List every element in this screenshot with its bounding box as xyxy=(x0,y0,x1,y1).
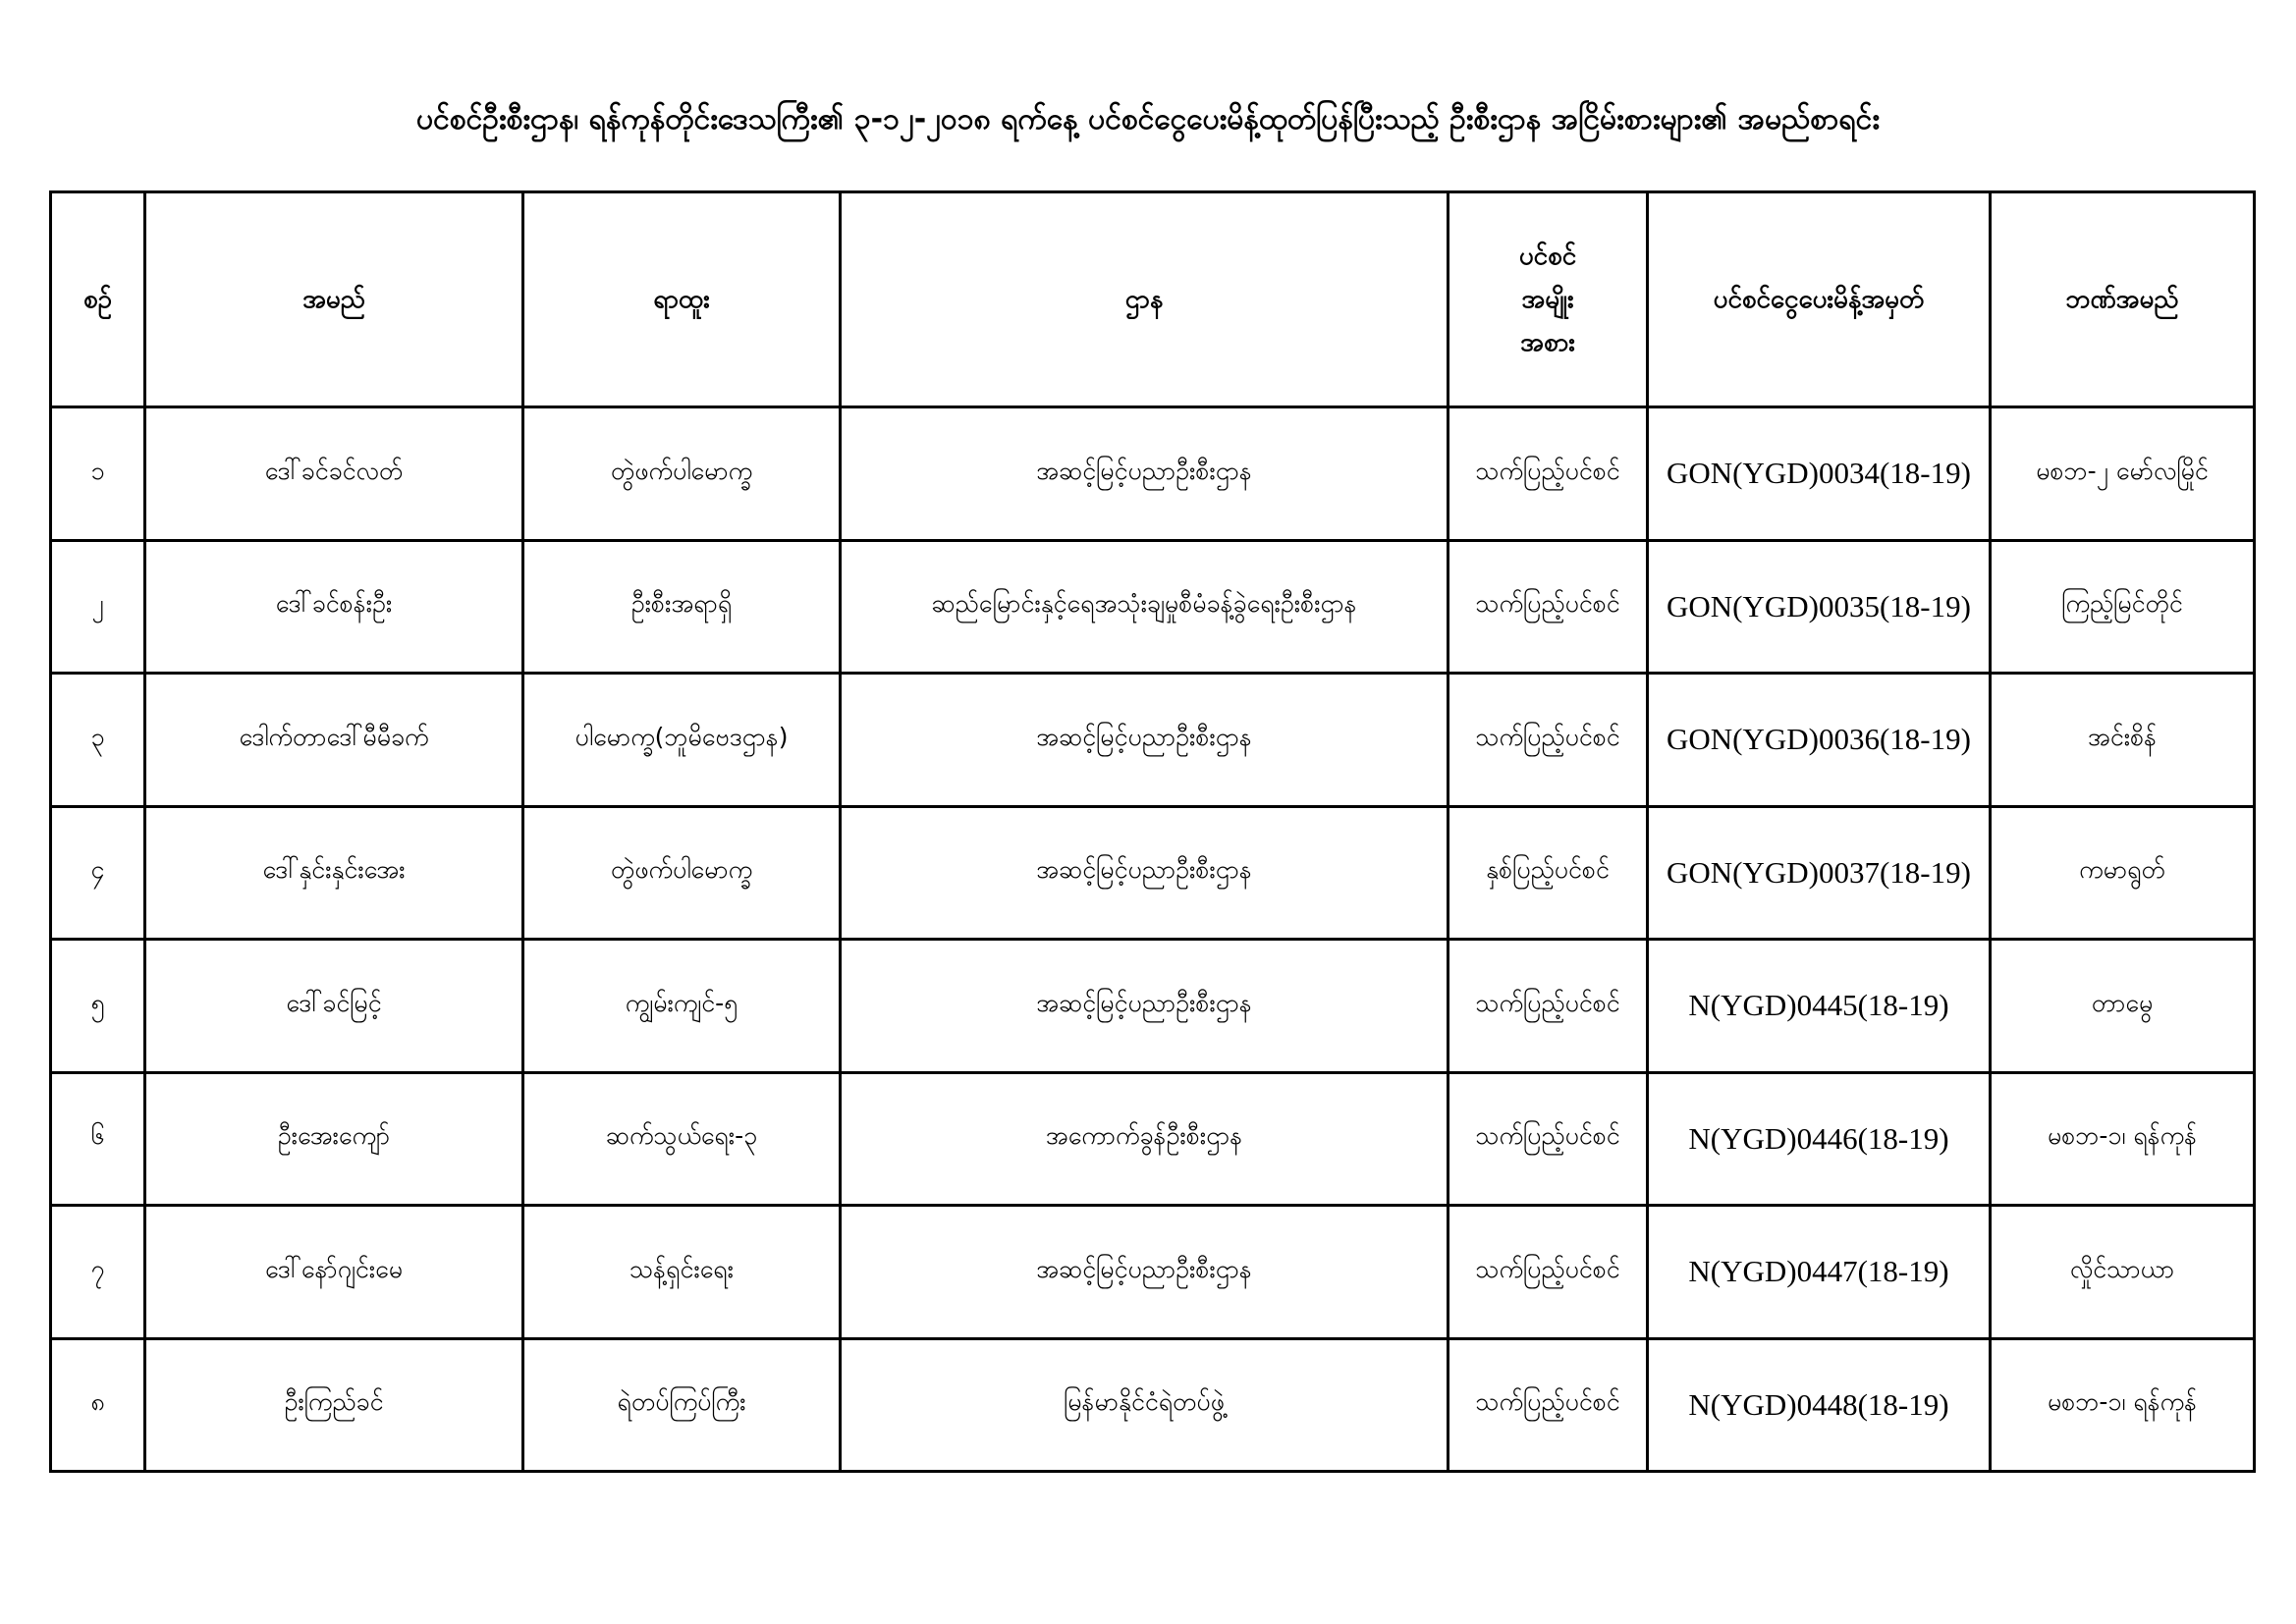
header-pension-type xyxy=(1449,192,1648,407)
cell-bank: လှိုင်သာယာ xyxy=(1991,1206,2255,1339)
cell-permit: GON(YGD)0037(18-19) xyxy=(1648,806,1991,940)
cell-no: ၁ xyxy=(51,407,145,541)
cell-permit: GON(YGD)0034(18-19) xyxy=(1648,407,1991,541)
header-pension-type-line: အစား xyxy=(1520,328,1575,357)
cell-pension-type: သက်ပြည့်ပင်စင် xyxy=(1449,674,1648,807)
cell-name: ဒေါ်ခင်မြင့် xyxy=(145,940,523,1073)
cell-department: အကောက်ခွန်ဦးစီးဌာန xyxy=(841,1072,1449,1206)
cell-bank: ကြည့်မြင်တိုင် xyxy=(1991,540,2255,674)
header-permit: ပင်စင်ငွေပေးမိန့်အမှတ် xyxy=(1648,192,1991,407)
table-header-row xyxy=(51,192,2255,407)
header-no: စဉ် xyxy=(51,192,145,407)
cell-name: ဒေါ်နှင်းနှင်းအေး xyxy=(145,806,523,940)
cell-department: မြန်မာနိုင်ငံရဲတပ်ဖွဲ့ xyxy=(841,1338,1449,1472)
page-title: ပင်စင်ဦးစီးဌာန၊ ရန်ကုန်တိုင်းဒေသကြီး၏ ၃-၁၂-၂၀၁၈ ရက်နေ့ ပင်စင်ငွေပေးမိန့်ထုတ်ပြန်ပြီးသည့် ဦးစီးဌာန အငြိမ်းစားများ၏ အမည်စာရင်း xyxy=(416,102,1880,136)
cell-permit: GON(YGD)0036(18-19) xyxy=(1648,674,1991,807)
cell-permit: N(YGD)0448(18-19) xyxy=(1648,1338,1991,1472)
cell-department: အဆင့်မြင့်ပညာဦးစီးဌာန xyxy=(841,407,1449,541)
header-pension-type-line: ပင်စင် xyxy=(1518,242,1577,271)
cell-rank: သန့်ရှင်းရေး xyxy=(523,1206,841,1339)
cell-no: ၅ xyxy=(51,940,145,1073)
cell-department: အဆင့်မြင့်ပညာဦးစီးဌာန xyxy=(841,940,1449,1073)
table-row xyxy=(51,1338,2255,1472)
cell-rank: တွဲဖက်ပါမောက္ခ xyxy=(523,407,841,541)
table-row xyxy=(51,540,2255,674)
cell-pension-type: သက်ပြည့်ပင်စင် xyxy=(1449,407,1648,541)
cell-bank: မစဘ-၁၊ ရန်ကုန် xyxy=(1991,1338,2255,1472)
cell-name: ဒေါ်ခင်ခင်လတ် xyxy=(145,407,523,541)
cell-no: ၈ xyxy=(51,1338,145,1472)
cell-department: ဆည်မြောင်းနှင့်ရေအသုံးချမှုစီမံခန့်ခွဲရေးဦးစီးဌာန xyxy=(841,540,1449,674)
cell-no: ၂ xyxy=(51,540,145,674)
cell-no: ၆ xyxy=(51,1072,145,1206)
cell-rank: တွဲဖက်ပါမောက္ခ xyxy=(523,806,841,940)
cell-no: ၇ xyxy=(51,1206,145,1339)
cell-bank: မစဘ-၂ မော်လမြိုင် xyxy=(1991,407,2255,541)
cell-rank: ဆက်သွယ်ရေး-၃ xyxy=(523,1072,841,1206)
cell-pension-type: သက်ပြည့်ပင်စင် xyxy=(1449,1338,1648,1472)
cell-name: ဦးကြည်ခင် xyxy=(145,1338,523,1472)
table-row xyxy=(51,806,2255,940)
cell-permit: GON(YGD)0035(18-19) xyxy=(1648,540,1991,674)
cell-bank: မစဘ-၁၊ ရန်ကုန် xyxy=(1991,1072,2255,1206)
cell-pension-type: သက်ပြည့်ပင်စင် xyxy=(1449,940,1648,1073)
cell-rank: ကျွမ်းကျင်-၅ xyxy=(523,940,841,1073)
cell-name: ဒေါက်တာဒေါ်မီမီခက် xyxy=(145,674,523,807)
cell-bank: ကမာရွတ် xyxy=(1991,806,2255,940)
cell-pension-type: သက်ပြည့်ပင်စင် xyxy=(1449,540,1648,674)
cell-department: အဆင့်မြင့်ပညာဦးစီးဌာန xyxy=(841,674,1449,807)
cell-name: ဦးအေးကျော် xyxy=(145,1072,523,1206)
table-row xyxy=(51,1206,2255,1339)
cell-department: အဆင့်မြင့်ပညာဦးစီးဌာန xyxy=(841,1206,1449,1339)
header-pension-type-line: အမျိုး xyxy=(1521,285,1574,314)
table-row xyxy=(51,674,2255,807)
cell-pension-type: နှစ်ပြည့်ပင်စင် xyxy=(1449,806,1648,940)
cell-bank: တာမွေ xyxy=(1991,940,2255,1073)
table-row xyxy=(51,1072,2255,1206)
header-rank: ရာထူး xyxy=(523,192,841,407)
cell-no: ၄ xyxy=(51,806,145,940)
header-bank: ဘဏ်အမည် xyxy=(1991,192,2255,407)
cell-rank: ပါမောက္ခ(ဘူမိဗေဒဌာန) xyxy=(523,674,841,807)
cell-rank: ရဲတပ်ကြပ်ကြီး xyxy=(523,1338,841,1472)
cell-name: ဒေါ်ခင်စန်းဦး xyxy=(145,540,523,674)
cell-no: ၃ xyxy=(51,674,145,807)
cell-bank: အင်းစိန် xyxy=(1991,674,2255,807)
cell-permit: N(YGD)0445(18-19) xyxy=(1648,940,1991,1073)
pension-register-table xyxy=(49,190,2256,1473)
cell-permit: N(YGD)0446(18-19) xyxy=(1648,1072,1991,1206)
table-row xyxy=(51,407,2255,541)
cell-name: ဒေါ်နော်ဂျင်းမေ xyxy=(145,1206,523,1339)
cell-permit: N(YGD)0447(18-19) xyxy=(1648,1206,1991,1339)
cell-pension-type: သက်ပြည့်ပင်စင် xyxy=(1449,1072,1648,1206)
cell-pension-type: သက်ပြည့်ပင်စင် xyxy=(1449,1206,1648,1339)
header-name: အမည် xyxy=(145,192,523,407)
cell-rank: ဦးစီးအရာရှိ xyxy=(523,540,841,674)
header-department: ဌာန xyxy=(841,192,1449,407)
cell-department: အဆင့်မြင့်ပညာဦးစီးဌာန xyxy=(841,806,1449,940)
table-row xyxy=(51,940,2255,1073)
